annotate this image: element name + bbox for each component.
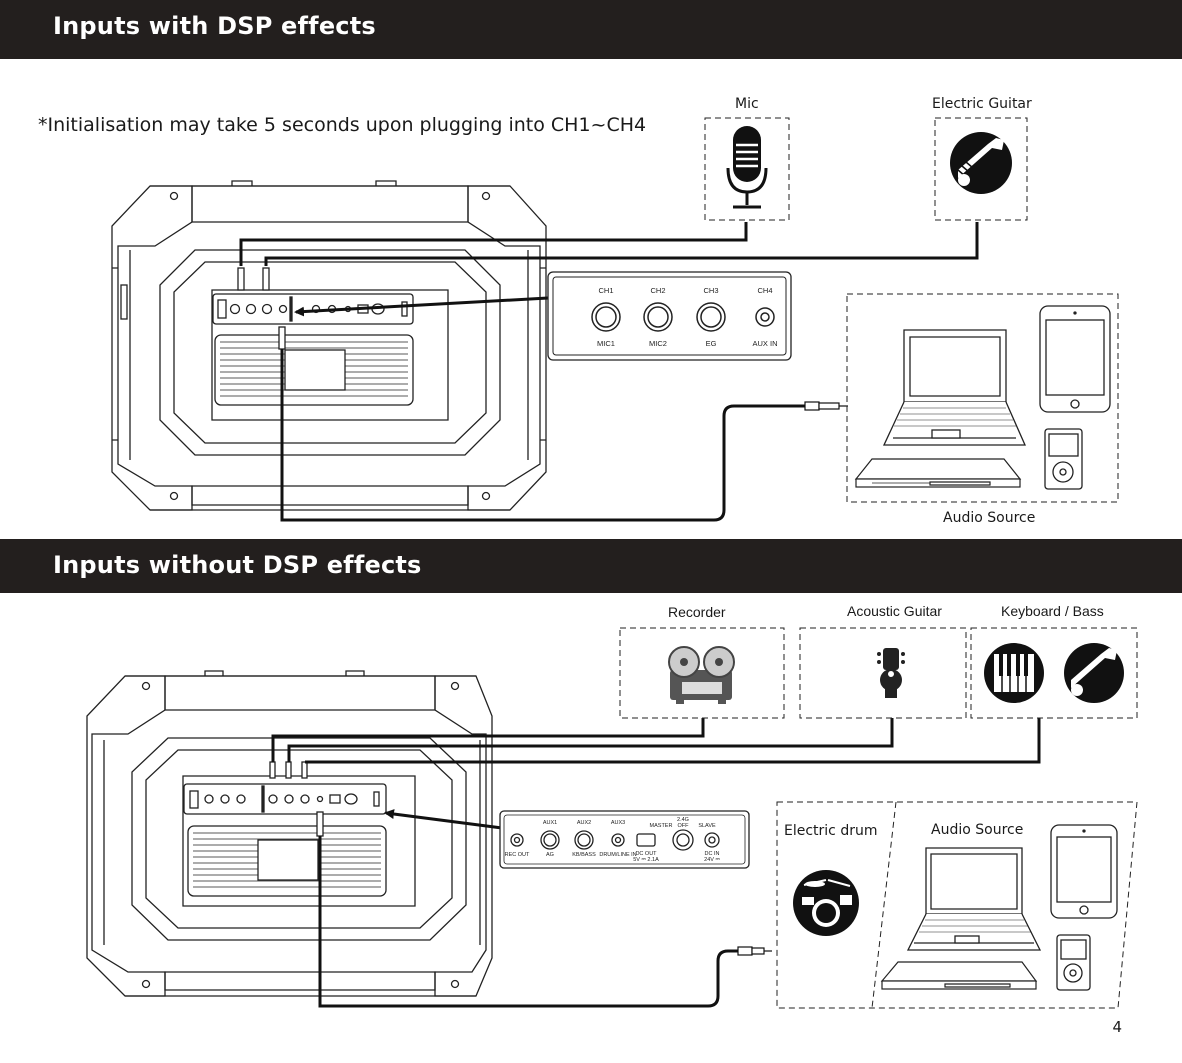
recorder-label: Recorder <box>668 604 726 620</box>
panel-label-ch1: CH1 <box>598 286 614 295</box>
panel-label-ch4: CH4 <box>757 286 773 295</box>
panel-label-24g: 2.4G <box>677 817 689 823</box>
audio-source-label-2: Audio Source <box>931 822 1024 838</box>
mic-device <box>705 118 789 220</box>
electric-guitar-icon <box>950 132 1012 194</box>
acoustic-guitar-icon <box>877 648 905 698</box>
panel-label-off: OFF <box>677 823 689 829</box>
panel-label-recout: REC OUT <box>504 852 530 858</box>
audio-source-label: Audio Source <box>943 510 1036 526</box>
panel-label-ag: AG <box>546 852 554 858</box>
panel-label-dcout-rating: 5V ⎓ 2.1A <box>633 857 659 863</box>
electric-drum-label: Electric drum <box>784 823 878 839</box>
microphone-icon <box>728 126 766 207</box>
panel-label-aux1: AUX1 <box>542 820 558 826</box>
panel-label-aux2: AUX2 <box>576 820 592 826</box>
bass-guitar-icon <box>1064 643 1124 703</box>
panel-label-kbbass: KB/BASS <box>572 852 596 858</box>
panel-label-aux3: AUX3 <box>610 820 626 826</box>
panel-arrow-1 <box>296 298 548 312</box>
panel-label-slave: SLAVE <box>698 823 716 829</box>
panel-label-ch2: CH2 <box>650 286 666 295</box>
initialisation-note: *Initialisation may take 5 seconds upon plugging into CH1~CH4 <box>38 114 647 136</box>
aux-panel-closeup <box>500 811 749 868</box>
panel-label-mic2: MIC2 <box>649 339 667 348</box>
page-number: 4 <box>1112 1018 1122 1036</box>
panel-arrow-2 <box>386 813 502 828</box>
acoustic-guitar-label: Acoustic Guitar <box>847 603 942 619</box>
panel-label-mic1: MIC1 <box>597 339 615 348</box>
electric-guitar-label: Electric Guitar <box>932 96 1032 112</box>
tablet-icon-2 <box>1051 825 1117 918</box>
electric-guitar-device <box>935 118 1027 220</box>
panel-label-dcout: DC OUT <box>635 851 657 857</box>
section-title: Inputs with DSP effects <box>53 12 376 40</box>
reel-to-reel-recorder-icon <box>669 647 734 704</box>
laptop-icon <box>884 330 1025 445</box>
dvd-player-icon-2 <box>882 962 1036 989</box>
tablet-icon <box>1040 306 1110 412</box>
panel-label-dcin: DC IN <box>704 851 720 857</box>
recorder-device <box>620 628 784 718</box>
panel-label-dcin-rating: 24V ⎓ <box>704 857 720 863</box>
piano-keyboard-icon <box>984 643 1044 703</box>
aux-plug-1 <box>805 402 848 410</box>
panel-label-auxin: AUX IN <box>752 339 778 348</box>
keyboard-bass-label: Keyboard / Bass <box>1001 603 1104 619</box>
media-player-icon-2 <box>1057 935 1090 990</box>
panel-label-eg: EG <box>705 339 717 348</box>
media-player-icon <box>1045 429 1082 489</box>
dvd-player-icon <box>856 459 1020 487</box>
channel-panel-closeup <box>548 272 791 360</box>
aux-plug-2 <box>738 947 772 955</box>
drum-and-audio-source-devices <box>777 802 1137 1008</box>
speaker-unit-1 <box>112 181 546 510</box>
keyboard-bass-device <box>971 628 1137 718</box>
section-title: Inputs without DSP effects <box>53 551 422 579</box>
panel-label-drumlinein: DRUM/LINE IN <box>599 852 637 858</box>
panel-label-master: MASTER <box>649 823 673 829</box>
panel-label-ch3: CH3 <box>703 286 719 295</box>
audio-source-devices-1 <box>847 294 1118 502</box>
speaker-unit-2 <box>87 671 492 996</box>
mic-label: Mic <box>735 96 759 112</box>
laptop-icon-2 <box>908 848 1040 950</box>
acoustic-guitar-device <box>800 628 966 718</box>
drum-kit-icon <box>793 870 859 936</box>
